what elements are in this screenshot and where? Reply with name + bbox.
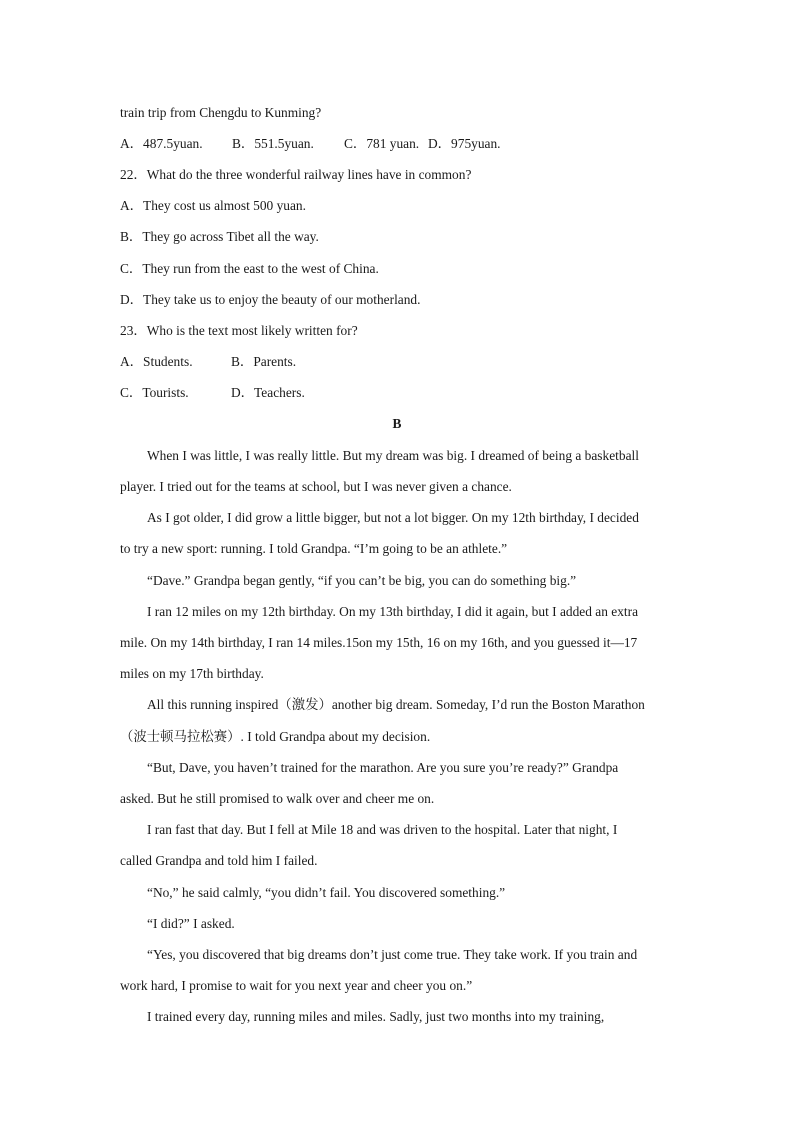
passage-line: I ran 12 miles on my 12th birthday. On my 13th birthday, I did it again, but I added an extra [147,604,639,619]
passage-line: （波士顿马拉松赛）. I told Grandpa about my decision. [120,729,431,744]
q22-option-a: A．They cost us almost 500 yuan. [120,198,306,213]
passage-line: As I got older, I did grow a little bigger, but not a lot bigger. On my 12th birthday, I decided [147,510,639,525]
passage-line: called Grandpa and told him I failed. [120,853,318,868]
q22-option-d: D．They take us to enjoy the beauty of our motherland. [120,292,421,307]
q23-option-c: C．Tourists. [120,385,189,400]
q21-option-d: D．975yuan. [428,136,501,151]
q22-option-b: B．They go across Tibet all the way. [120,229,319,244]
passage-line: “Yes, you discovered that big dreams don’t just come true. They take work. If you train and [147,947,638,962]
q23-option-d: D．Teachers. [231,385,305,400]
q23-stem: 23．Who is the text most likely written for? [120,323,358,338]
passage-line: I trained every day, running miles and miles. Sadly, just two months into my training, [147,1009,605,1024]
passage-line: “I did?” I asked. [147,916,235,931]
passage-line: to try a new sport: running. I told Grandpa. “I’m going to be an athlete.” [120,541,508,556]
q21-option-b: B．551.5yuan. [232,136,314,151]
q22-option-c: C．They run from the east to the west of China. [120,261,379,276]
q23-option-a: A．Students. [120,354,193,369]
passage-line: work hard, I promise to wait for you next year and cheer you on.” [120,978,473,993]
passage-line: asked. But he still promised to walk over and cheer me on. [120,791,435,806]
q23-option-b: B．Parents. [231,354,297,369]
passage-line: “But, Dave, you haven’t trained for the marathon. Are you sure you’re ready?” Grandpa [147,760,619,775]
passage-line: mile. On my 14th birthday, I ran 14 miles.15on my 15th, 16 on my 16th, and you guessed it—17 [120,635,638,650]
passage-line: “No,” he said calmly, “you didn’t fail. You discovered something.” [147,885,506,900]
passage-line: When I was little, I was really little. But my dream was big. I dreamed of being a basketball [147,448,639,463]
q23-options-row2 [120,384,680,402]
q22-stem: 22．What do the three wonderful railway lines have in common? [120,167,472,182]
section-b-heading: B [392,416,402,431]
passage-line: I ran fast that day. But I fell at Mile 18 and was driven to the hospital. Later that night, I [147,822,618,837]
q23-options-row1 [120,353,680,371]
passage-line: “Dave.” Grandpa began gently, “if you can’t be big, you can do something big.” [147,573,577,588]
passage-line: miles on my 17th birthday. [120,666,264,681]
q21-option-a: A．487.5yuan. [120,136,203,151]
q21-stem: train trip from Chengdu to Kunming? [120,105,322,120]
q21-options [120,135,680,153]
passage-line: All this running inspired（激发）another big dream. Someday, I’d run the Boston Marathon [147,697,645,712]
passage-line: player. I tried out for the teams at school, but I was never given a chance. [120,479,512,494]
q21-option-c: C．781 yuan. [344,136,420,151]
